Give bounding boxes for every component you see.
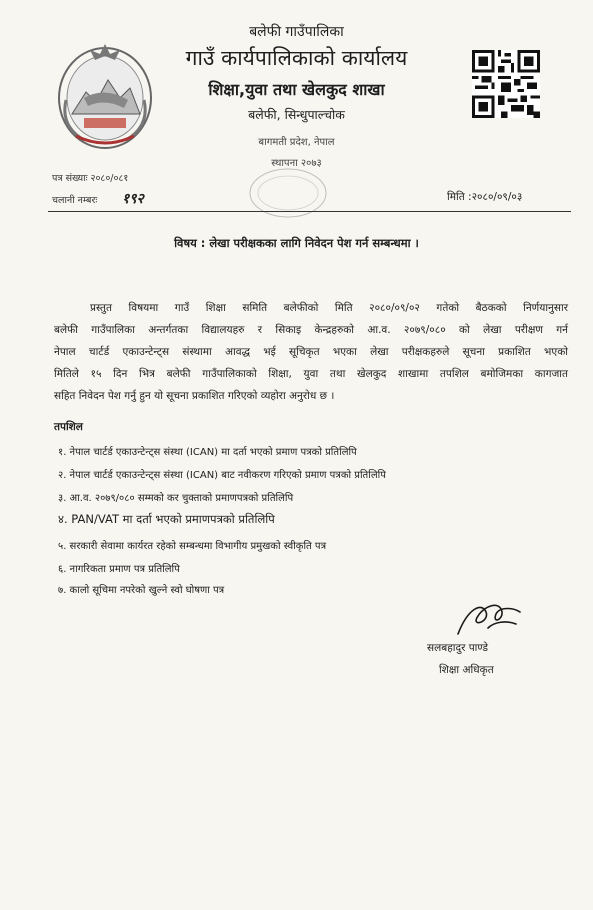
office-name: गाउँ कार्यपालिकाको कार्यालय [185, 46, 408, 70]
details-item: ३. आ.व. २०७९/०८० सम्मको कर चुक्ताको प्रमाणपत्रको प्रतिलिपि [58, 493, 294, 504]
office-address: बलेफी, सिन्धुपाल्चोक [248, 107, 345, 122]
details-item: ७. कालो सूचिमा नपरेको खुल्ने स्वो घोषणा पत्र [58, 585, 225, 596]
letter-number: पत्र संख्याः २०८०/०८१ [52, 173, 129, 184]
body-line: सहित निवेदन पेश गर्नु हुन यो सूचना प्रकाशित गरिएको व्यहोरा अनुरोध छ । [54, 390, 335, 402]
body-line: मितिले १५ दिन भित्र बलेफी गाउँपालिकाको शिक्षा, युवा तथा खेलकुद शाखामा तपशिल बमोजिमका कागजात [54, 368, 568, 380]
branch-name: शिक्षा,युवा तथा खेलकुद शाखा [208, 80, 385, 99]
established-year: स्थापना २०७३ [271, 158, 322, 169]
handwritten-signature [448, 598, 528, 642]
header-divider [48, 211, 571, 212]
letter-subject: विषय : लेखा परीक्षकका लागि निवेदन पेश गर्न सम्बन्धमा । [174, 236, 419, 250]
letter-body [54, 297, 568, 407]
municipality-name: बलेफी गाउँपालिका [249, 24, 344, 40]
signatory-name: सलबहादुर पाण्डे [427, 642, 489, 654]
body-line: प्रस्तुत विषयमा गाउँ शिक्षा समिति बलेफीको मिति २०८०/०९/०२ गतेको बैठकको निर्णयानुसार [90, 302, 568, 314]
details-item: २. नेपाल चार्टर्ड एकाउन्टेन्ट्स संस्था (ICAN) बाट नवीकरण गरिएको प्रमाण पत्रको प्रतिलिपि [58, 470, 386, 481]
details-item: ४. PAN/VAT मा दर्ता भएको प्रमाणपत्रको प्रतिलिपि [58, 512, 275, 526]
dispatch-number-label: चलानी नम्बरः [52, 195, 98, 206]
details-item: ६. नागरिकता प्रमाण पत्र प्रतिलिपि [58, 564, 180, 575]
qr-code [472, 50, 540, 118]
body-line: बलेफी गाउँपालिका अन्तर्गतका विद्यालयहरु र सिकाइ केन्द्रहरुको आ.व. २०७९/०८० को लेखा परीक्षण गर्न [54, 324, 568, 336]
details-item: ५. सरकारी सेवामा कार्यरत रहेको सम्बन्धमा विभागीय प्रमुखको स्वीकृति पत्र [58, 541, 327, 552]
details-item: १. नेपाल चार्टर्ड एकाउन्टेन्ट्स संस्था (ICAN) मा दर्ता भएको प्रमाण पत्रको प्रतिलिपि [58, 447, 357, 458]
details-heading: तपशिल [54, 421, 83, 433]
office-stamp [246, 165, 330, 221]
body-line: नेपाल चार्टर्ड एकाउन्टेन्ट्स संस्थामा आवद्ध भई सूचिकृत भएका लेखा परीक्षकहरुले सूचना प्रकाशित भएको [54, 346, 568, 358]
signatory-title: शिक्षा अधिकृत [439, 664, 494, 676]
letter-date: मिति :२०८०/०९/०३ [447, 191, 523, 203]
dispatch-number-value: १९२ [122, 191, 144, 207]
province-name: बागमती प्रदेश, नेपाल [258, 137, 335, 148]
